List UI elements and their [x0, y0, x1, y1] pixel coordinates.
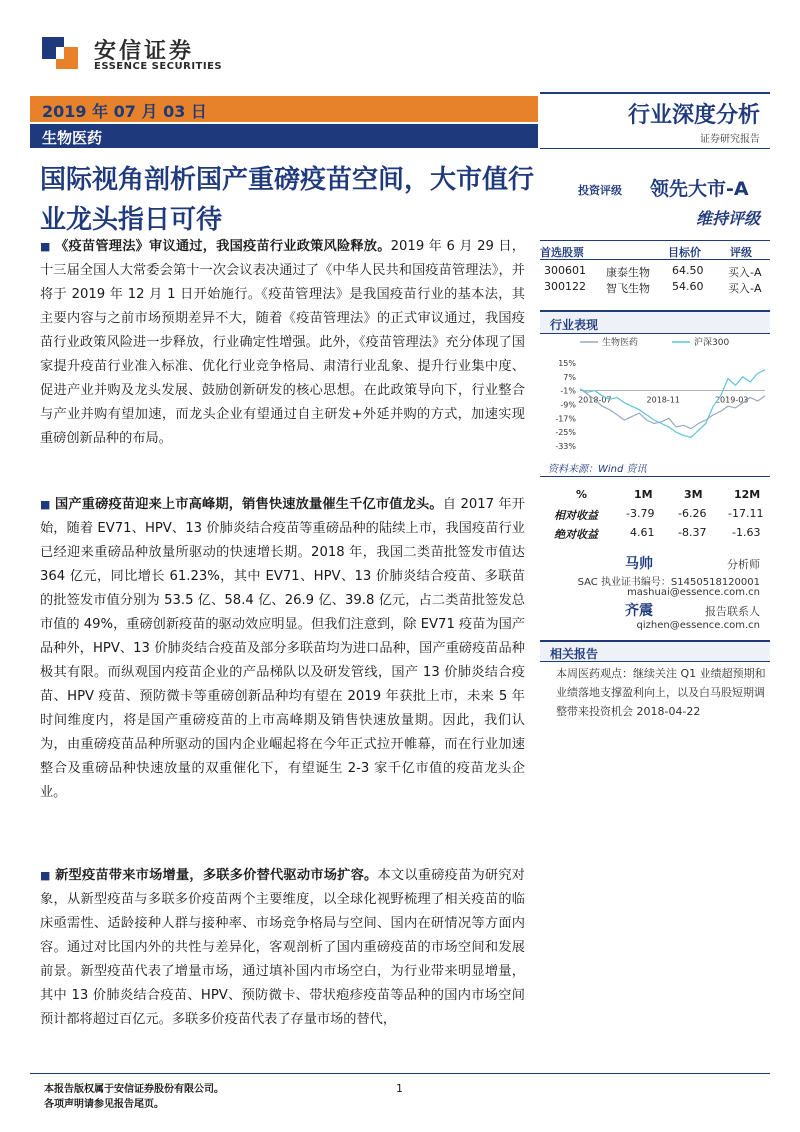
sector-bar: [30, 124, 538, 148]
y-tick-label: -1%: [560, 386, 576, 396]
contact-role: 报告联系人: [705, 605, 760, 618]
logo-mark-icon: [42, 33, 82, 73]
legend-label: 生物医药: [602, 338, 639, 348]
performance-table: [540, 486, 770, 543]
divider: [540, 476, 770, 477]
report-date: 2019 年 07 月 03 日: [42, 102, 207, 121]
stock-code: 300122: [544, 280, 586, 293]
perf-header-unit: %: [576, 488, 588, 501]
perf-value: -8.37: [678, 526, 707, 539]
contact-name: 齐震: [625, 603, 653, 619]
stock-name: 康泰生物: [606, 266, 650, 279]
report-subtitle: 证券研究报告: [700, 134, 760, 145]
paragraph-text: 2019 年 6 月 29 日，十三届全国人大常委会第十一次会议表决通过了《中华人民共和国疫苗管理法》，并将于 2019 年 12 月 1 日开始施行。《疫苗管理法》是我国疫苗行业的基本法，其主要内容与之前市场预期差异不大，随着《疫苗管理法》的正式审议通过，我国疫苗行业政策风险进一步释放，行业确定性增强。此外，《疫苗管理法》充分体现了国家提升疫苗行业准入标准、优化行业竞争格局、肃清行业乱象、提升行业集中度、促进产业并购及龙头发展、鼓励创新研发的核心思想。在此政策导向下，行业整合与产业并购有望加速，而龙头企业有望通过自主研发+外延并购的方式，加速实现重磅创新品种的布局。: [40, 239, 525, 446]
perf-value: -17.11: [728, 507, 764, 520]
logo-text-cn: 安信证券: [94, 39, 195, 64]
date-bar: [30, 96, 538, 122]
perf-header-3m: 3M: [684, 488, 703, 501]
footer-copyright: 本报告版权属于安信证券股份有限公司。: [44, 1084, 224, 1095]
stock-rating: 买入-A: [728, 266, 762, 279]
bullet-icon: ■: [40, 869, 51, 882]
y-tick-label: -17%: [555, 414, 576, 424]
page-title: 国际视角剖析国产重磅疫苗空间，大市值行业龙头指日可待: [40, 165, 535, 235]
divider: [540, 92, 770, 94]
performance-row: [540, 505, 770, 524]
performance-row: [540, 524, 770, 543]
contact-email[interactable]: qizhen@essence.com.cn: [636, 620, 760, 631]
paragraph-2: [40, 493, 525, 805]
paragraph-1: [40, 235, 525, 451]
analyst-role: 分析师: [727, 558, 760, 571]
stocks-table-header: [540, 240, 770, 260]
legend-label: 沪深300: [694, 338, 730, 348]
paragraph-text: 自 2017 年开始，随着 EV71、HPV、13 价肺炎结合疫苗等重磅品种的陆续上市，我国疫苗行业已经迎来重磅品种放量所驱动的快速增长期。2018 年，我国二类苗批签发市值达 364 亿元，同比增长 61.23%，其中 EV71、HPV、13 价肺炎结合疫苗、多联苗的批签发市值分别为 53.5 亿、58.4 亿、26.9 亿、39.8 亿元，占二类苗批签发总市值的 49%，重磅创新疫苗的驱动效应明显。但我们注意到，除 EV71 疫苗为国产品种外，HPV、13 价肺炎结合疫苗及部分多联苗均为进口品种，国产重磅疫苗品种极其有限。而纵观国内疫苗企业的产品梯队以及研发管线，国产 13 价肺炎结合疫苗、HPV 疫苗、预防微卡等重磅创新品种均有望在 2019 年获批上市，未来 5 年时间维度内，将是国产重磅疫苗的上市高峰期及销售快速放量期。因此，我们认为，由重磅疫苗品种所驱动的国内企业崛起将在今年正式拉开帷幕，而在行业加速整合及重磅品种快速放量的双重催化下，有望诞生 2-3 家千亿市值的疫苗龙头企业。: [40, 497, 525, 800]
stocks-header-target: 目标价: [668, 246, 701, 259]
footer-disclaimer: 各项声明请参见报告尾页。: [44, 1099, 164, 1110]
x-tick-label: 2019-03: [714, 395, 749, 405]
stock-name: 智飞生物: [606, 282, 650, 295]
related-report-item[interactable]: 本周医药观点：继续关注 Q1 业绩超预期和业绩落地支撑盈利向上，以及白马股短期调整带来投资机会 2018-04-22: [556, 667, 766, 718]
related-reports-title: 相关报告: [540, 640, 770, 662]
paragraph-text: 本文以重磅疫苗为研究对象，从新型疫苗与多联多价疫苗两个主要维度，以全球化视野梳理了相关疫苗的临床亟需性、适龄接种人群与接种率、市场竞争格局与空间、国内在研情况等方面内容。通过对比国内外的共性与差异化，客观剖析了国内重磅疫苗的市场空间和发展前景。新型疫苗代表了增量市场，通过填补国内市场空白，为行业带来明显增量，其中 13 价肺炎结合疫苗、HPV、预防微卡、带状疱疹疫苗等品种的国内市场空间预计都将超过百亿元。多联多价疫苗代表了存量市场的替代，: [40, 868, 525, 1027]
stocks-header-rating: 评级: [730, 246, 752, 259]
performance-chart: [540, 334, 770, 454]
stock-rating: 买入-A: [728, 282, 762, 295]
stock-target: 54.60: [672, 280, 704, 293]
perf-value: -6.26: [678, 507, 707, 520]
paragraph-3: [40, 864, 525, 1032]
report-type: 行业深度分析: [627, 102, 760, 128]
sector-name: 生物医药: [42, 129, 103, 147]
stocks-header-stock: 首选股票: [540, 246, 584, 259]
x-tick-label: 2018-07: [578, 395, 612, 405]
rating-label: 投资评级: [578, 184, 622, 197]
rating-value: 领先大市-A: [650, 178, 749, 200]
bullet-icon: ■: [40, 240, 51, 253]
stock-code: 300601: [544, 264, 586, 277]
page-number: 1: [396, 1082, 403, 1095]
perf-value: -1.63: [732, 526, 761, 539]
chart-source: 资料来源：Wind 资讯: [548, 464, 647, 475]
y-tick-label: -33%: [555, 442, 576, 451]
divider: [540, 148, 770, 149]
performance-title: 行业表现: [540, 310, 770, 334]
paragraph-lead: 国产重磅疫苗迎来上市高峰期，销售快速放量催生千亿市值龙头。: [54, 497, 443, 512]
y-tick-label: 7%: [563, 372, 576, 382]
paragraph-lead: 新型疫苗带来市场增量，多联多价替代驱动市场扩容。: [55, 868, 378, 883]
analyst-email[interactable]: mashuai@essence.com.cn: [627, 587, 760, 598]
x-tick-label: 2018-11: [646, 395, 680, 405]
bullet-icon: ■: [40, 498, 51, 511]
perf-row-label: 绝对收益: [554, 528, 598, 541]
stock-row: [540, 278, 770, 296]
perf-row-label: 相对收益: [554, 509, 598, 522]
company-logo: [42, 33, 232, 75]
footer-divider: [30, 1073, 770, 1074]
y-tick-label: -9%: [560, 400, 576, 410]
rating-action: 维持评级: [695, 209, 760, 228]
stock-target: 64.50: [672, 264, 704, 277]
y-tick-label: 15%: [558, 358, 576, 368]
perf-header-12m: 12M: [734, 488, 761, 501]
analyst-name: 马帅: [625, 556, 653, 572]
perf-header-1m: 1M: [634, 488, 653, 501]
performance-table-header: [540, 486, 770, 505]
perf-value: 4.61: [630, 526, 655, 539]
logo-text-en: ESSENCE SECURITIES: [94, 61, 223, 72]
analyst-license: SAC 执业证书编号：S1450518120001: [577, 577, 760, 588]
perf-value: -3.79: [626, 507, 655, 520]
y-tick-label: -25%: [555, 428, 576, 438]
paragraph-lead: 《疫苗管理法》审议通过，我国疫苗行业政策风险释放。: [55, 239, 391, 254]
